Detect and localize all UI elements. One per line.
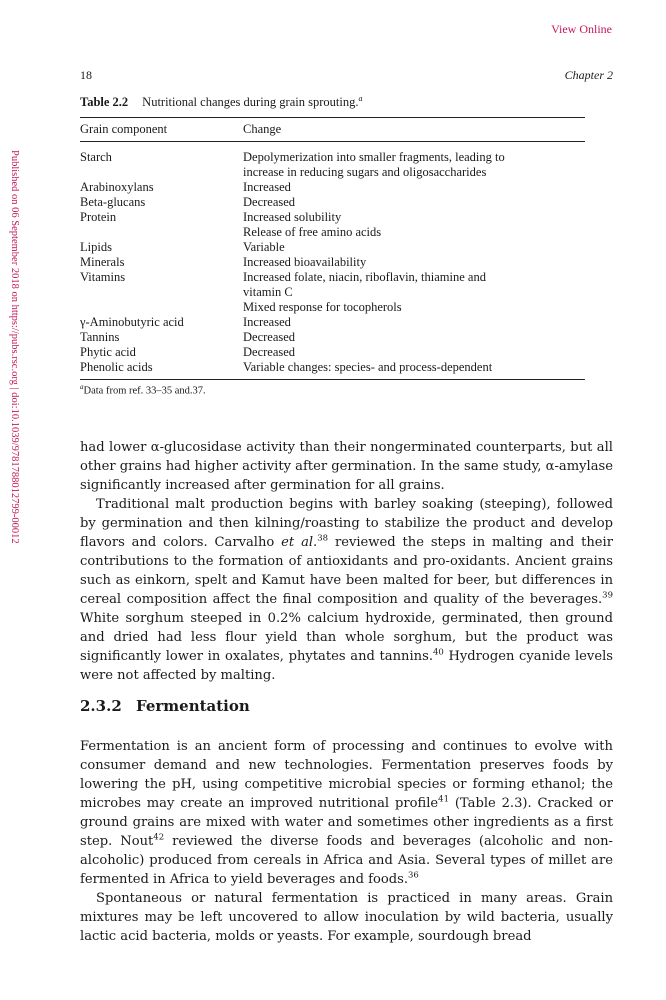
- component-cell: [80, 285, 243, 300]
- change-cell: Depolymerization into smaller fragments, leading to: [243, 150, 505, 164]
- component-cell: γ-Aminobutyric acid: [80, 315, 184, 329]
- table-row: [80, 300, 585, 315]
- table-footnote: [80, 383, 206, 397]
- change-cell: Variable changes: species- and process-dependent: [243, 360, 585, 380]
- chapter-label: Chapter 2: [564, 68, 613, 82]
- component-cell: Minerals: [80, 255, 125, 269]
- table-header-row: [80, 118, 585, 142]
- component-cell: Lipids: [80, 240, 112, 254]
- change-cell: Decreased: [243, 330, 296, 344]
- nutrition-table-container: [80, 117, 585, 380]
- component-cell: Arabinoxylans: [80, 180, 154, 194]
- component-cell: Protein: [80, 210, 117, 224]
- change-cell: Increased bioavailability: [243, 255, 367, 269]
- column-header: Change: [243, 118, 585, 142]
- component-cell: Vitamins: [80, 270, 126, 284]
- paragraph-text: (Table 2.3). Cracked or ground grains are mixed with water and sometimes other ingredients as a first step. Nout: [80, 796, 613, 849]
- change-cell: Mixed response for tocopherols: [243, 300, 402, 314]
- citation-ref: 42: [153, 832, 165, 843]
- citation-ref: 39: [602, 590, 613, 601]
- table-row: [80, 345, 585, 360]
- component-cell: Phytic acid: [80, 345, 136, 359]
- table-row: [80, 142, 585, 166]
- change-cell: Release of free amino acids: [243, 225, 382, 239]
- citation-ref: 40: [432, 647, 444, 658]
- component-cell: Starch: [80, 150, 112, 164]
- paragraph: [80, 889, 613, 946]
- section-heading: [80, 697, 250, 715]
- component-cell: Tannins: [80, 330, 120, 344]
- paragraph-text: Spontaneous or natural fermentation is practiced in many areas. Grain mixtures may be left uncovered to allow inoculation by wild bacteria, usually lactic acid bacteria, molds or yeasts. For example, sourdough bread: [80, 891, 613, 944]
- view-online-link[interactable]: View Online: [551, 22, 612, 36]
- table-row: [80, 315, 585, 330]
- change-cell: Variable: [243, 240, 285, 254]
- publication-info: Published on 06 September 2018 on https://pubs.rsc.org | doi:10.1039/9781788012799-00012: [9, 150, 20, 544]
- change-cell: Increased: [243, 315, 291, 329]
- publication-sidebar: [8, 150, 22, 620]
- table-row: [80, 255, 585, 270]
- page-number: 18: [80, 68, 92, 82]
- table-row: [80, 225, 585, 240]
- paragraph-text: reviewed the diverse foods and beverages (alcoholic and non-alcoholic) produced from cereals in Africa and Asia. Several types of millet are fermented in Africa to yield beverages and foods.: [80, 834, 613, 887]
- component-cell: [80, 300, 243, 315]
- table-row: [80, 270, 585, 285]
- table-body: [80, 142, 585, 380]
- table-row: [80, 285, 585, 300]
- paragraph-text: Traditional malt production begins with barley soaking (steeping), followed by germination and then kilning/roasting to stabilize the product and develop flavors and colors. Carvalho: [80, 497, 613, 550]
- et-al: et al.: [281, 535, 318, 550]
- change-cell: Increased solubility: [243, 210, 342, 224]
- table-row: [80, 330, 585, 345]
- column-header: Grain component: [80, 118, 243, 142]
- citation-ref: 41: [438, 794, 449, 805]
- paragraph-text: Fermentation is an ancient form of processing and continues to evolve with consumer demand and new technologies. Fermentation preserves foods by lowering the pH, using competitive microbial species or forming ethanol; the microbes may create an improved nutritional profile: [80, 739, 613, 811]
- table-caption: [80, 94, 620, 110]
- change-cell: Increased: [243, 180, 291, 194]
- paragraph: [80, 495, 613, 685]
- table-title: Nutritional changes during grain sprouting.: [142, 95, 359, 110]
- section-title: Fermentation: [136, 697, 250, 715]
- component-cell: Phenolic acids: [80, 360, 243, 380]
- change-cell: Decreased: [243, 195, 296, 209]
- paragraph: [80, 737, 613, 889]
- paragraph-text: had lower α-glucosidase activity than their nongerminated counterparts, but all other grains had higher activity after germination. In the same study, α-amylase significantly increased after germination for all grains.: [80, 440, 613, 493]
- table-title-note: a: [358, 94, 363, 103]
- paragraph: [80, 438, 613, 495]
- table-row: [80, 195, 585, 210]
- nutrition-table: [80, 117, 585, 380]
- table-row: [80, 180, 585, 195]
- table-label: Table 2.2: [80, 95, 129, 110]
- table-row: [80, 165, 585, 180]
- change-cell: Decreased: [243, 345, 296, 359]
- change-cell: vitamin C: [243, 285, 293, 299]
- paragraph-text: White sorghum steeped in 0.2% calcium hydroxide, germinated, then ground and dried had less flour yield than whole sorghum, but the product was significantly lower in oxalates, phytates and tannins.: [80, 611, 613, 664]
- footnote-mark: a: [80, 383, 84, 391]
- component-cell: Beta-glucans: [80, 195, 146, 209]
- paragraph-text: reviewed the steps in malting and their contributions to the formation of antioxidants and pro-oxidants. Ancient grains such as einkorn, spelt and Kamut have been malted for beer, but differences in cereal composition affect the final composition and quality of the beverages.: [80, 535, 613, 607]
- component-cell: [80, 225, 243, 240]
- paragraph-text: Hydrogen cyanide levels were not affected by malting.: [80, 649, 613, 683]
- citation-ref: 36: [408, 870, 419, 881]
- table-row: [80, 210, 585, 225]
- change-cell: Increased folate, niacin, riboflavin, thiamine and: [243, 270, 486, 284]
- footnote-text: Data from ref. 33–35 and.37.: [83, 385, 206, 397]
- table-row: [80, 240, 585, 255]
- table-row: [80, 360, 585, 380]
- component-cell: [80, 165, 243, 180]
- citation-ref: 38: [317, 533, 329, 544]
- section-number: 2.3.2: [80, 697, 122, 715]
- change-cell: increase in reducing sugars and oligosaccharides: [243, 165, 487, 179]
